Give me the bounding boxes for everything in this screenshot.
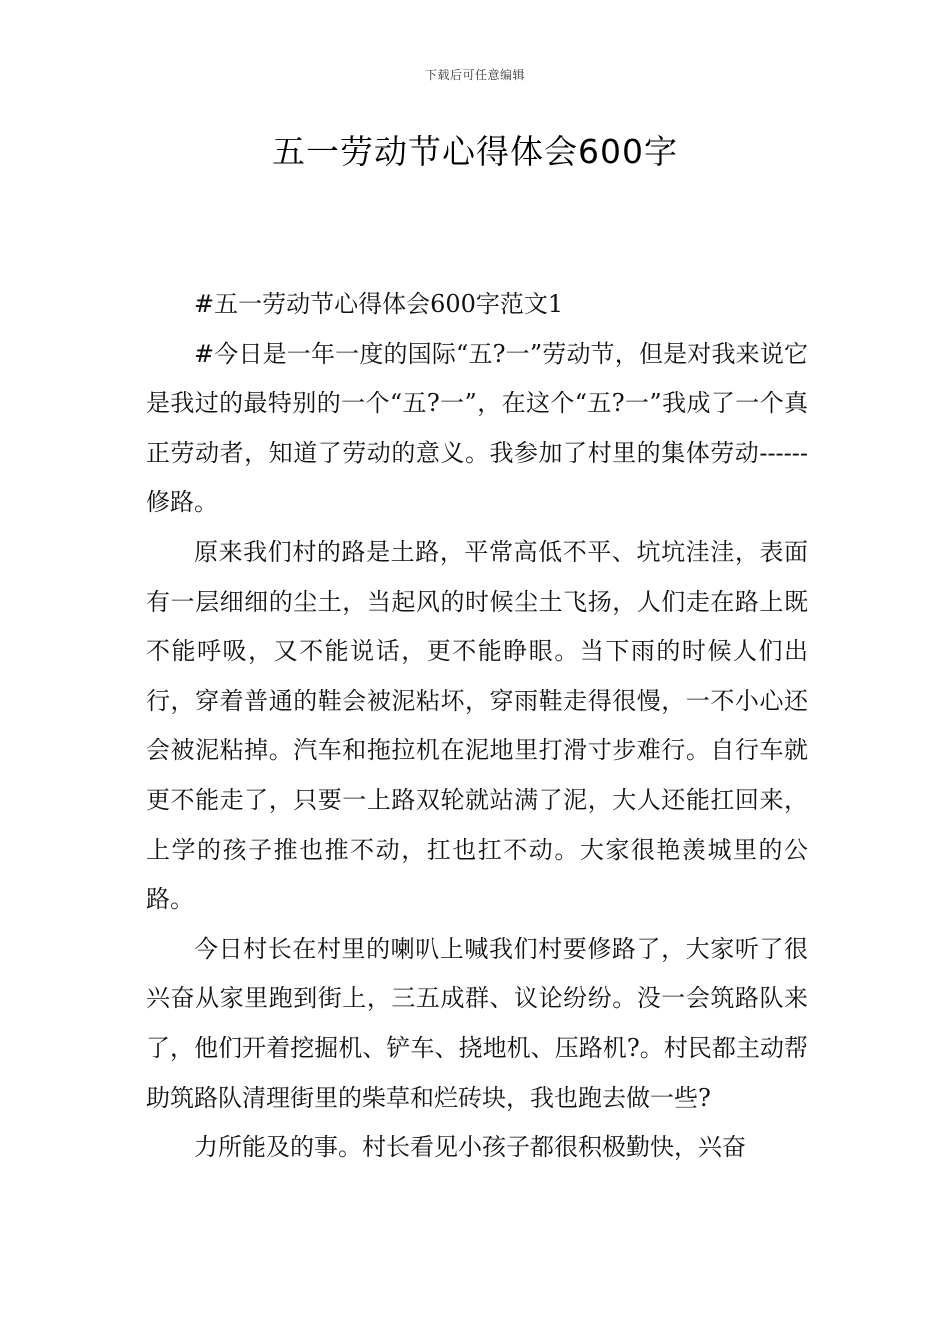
paragraph-heading: #五一劳动节心得体会600字范文1 (194, 290, 564, 318)
paragraph: 力所能及的事。村长看见小孩子都很积极勤快，兴奋 (194, 1133, 746, 1162)
paragraph: 今日村长在村里的喇叭上喊我们村要修路了，大家听了很兴奋从家里跑到街上，三五成群、议论纷纷。没一会筑路队来了，他们开着挖掘机、铲车、挠地机、压路机?。村民都主动帮助筑路队清理街里的柴草和烂砖块，我也跑去做一些? (146, 934, 808, 1112)
document-body (146, 280, 808, 1173)
document-title: 五一劳动节心得体会600字 (272, 132, 678, 171)
paragraph: #今日是一年一度的国际“五?一”劳动节，但是对我来说它是我过的最特别的一个“五?一”，在这个“五?一”我成了一个真正劳动者，知道了劳动的意义。我参加了村里的集体劳动------修路。 (146, 339, 808, 517)
paragraph: 原来我们村的路是土路，平常高低不平、坑坑洼洼，表面有一层细细的尘土，当起风的时候尘土飞扬，人们走在路上既不能呼吸，又不能说话，更不能睁眼。当下雨的时候人们出行，穿着普通的鞋会被泥粘坏，穿雨鞋走得很慢，一不小心还会被泥粘掉。汽车和拖拉机在泥地里打滑寸步难行。自行车就更不能走了，只要一上路双轮就站满了泥，大人还能扛回来，上学的孩子推也推不动，扛也扛不动。大家很艳羡城里的公路。 (146, 537, 808, 914)
header-note: 下载后可任意编辑 (424, 68, 525, 82)
